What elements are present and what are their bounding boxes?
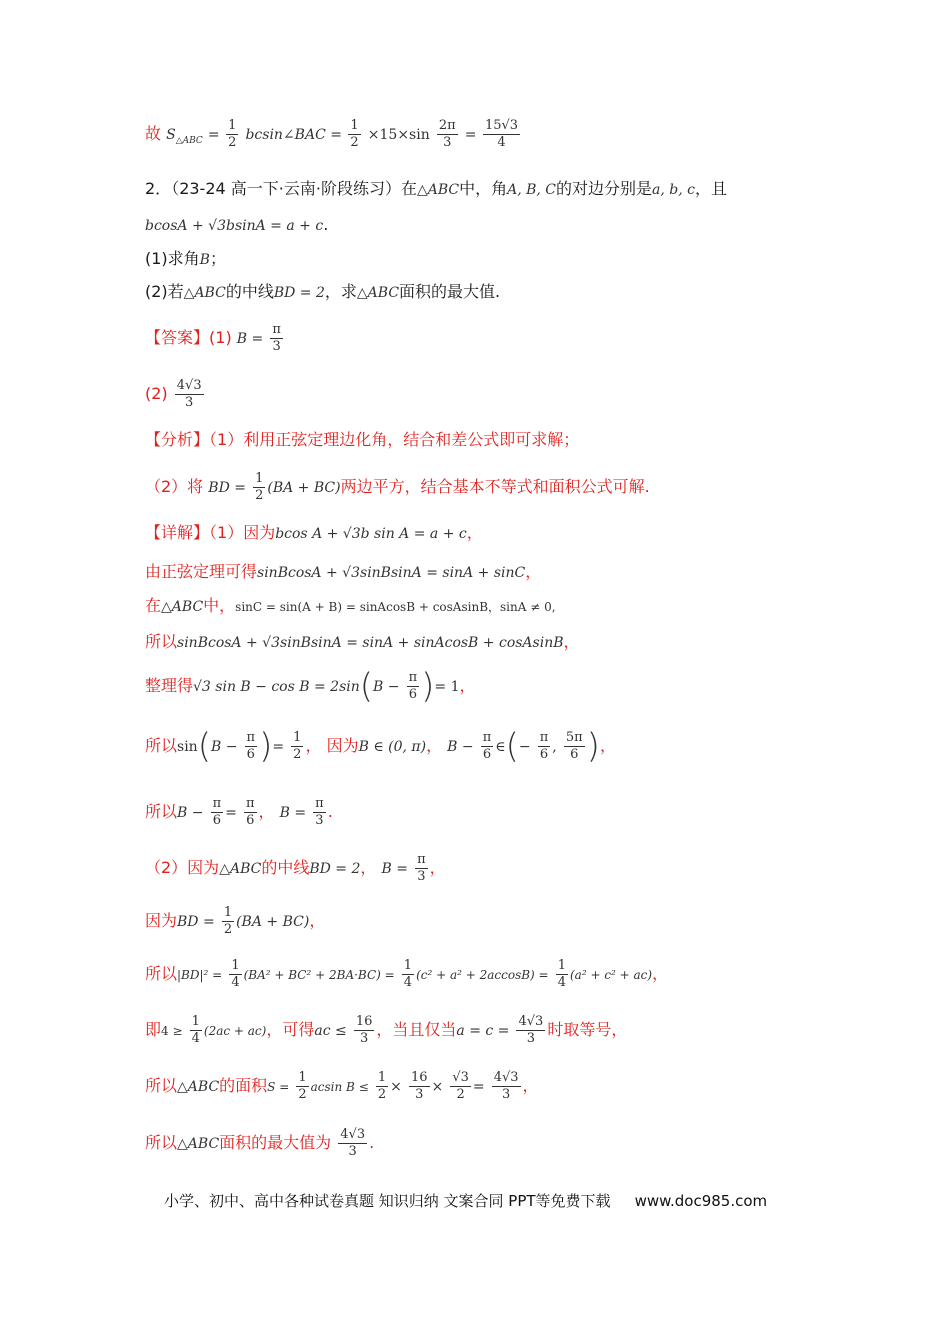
numerator: π — [315, 796, 324, 811]
expression: S = — [267, 1080, 290, 1094]
fraction-pi-6 — [407, 670, 420, 703]
numerator: 5π — [565, 730, 583, 745]
text: 的面积 — [219, 1076, 268, 1095]
var-B: B — [199, 252, 210, 268]
analysis-2 — [145, 471, 650, 504]
fraction-result — [483, 118, 520, 151]
text: 的对边分别是 — [556, 179, 653, 198]
paren: ( — [197, 726, 211, 767]
numerator: π — [539, 730, 549, 745]
text: （1）因为 — [209, 523, 276, 542]
expression: (2ac + ac) — [203, 1024, 267, 1038]
fraction-answer — [175, 378, 204, 411]
denominator: 6 — [246, 747, 255, 762]
question-number: 2． — [145, 179, 172, 198]
expression: sin — [177, 739, 198, 755]
fraction-pi-6 — [211, 796, 224, 829]
numerator: 2π — [438, 118, 456, 133]
question-2-header — [145, 178, 727, 201]
equals: = — [464, 127, 481, 143]
denominator: 3 — [348, 1144, 357, 1159]
text: 因为 — [326, 736, 359, 755]
answer-tag: 【答案】 — [145, 328, 210, 347]
punct: ， — [258, 802, 275, 821]
area-subscript: △ABC — [175, 136, 203, 147]
fraction-5pi-6 — [564, 730, 585, 763]
fraction-half — [291, 730, 303, 763]
fraction-half — [348, 118, 360, 151]
detail-3 — [145, 595, 556, 618]
numerator: 4√3 — [340, 1127, 366, 1142]
therefore-label: 故 — [145, 124, 162, 143]
denominator: 3 — [415, 1087, 424, 1102]
triangle-symbol: △ABC — [356, 285, 400, 301]
analysis-text: （1）利用正弦定理边化角，结合和差公式即可求解； — [209, 430, 580, 449]
numerator: 1 — [403, 958, 413, 973]
text: 中，角 — [459, 179, 508, 198]
numerator: 1 — [293, 730, 302, 745]
punct: ； — [209, 249, 226, 268]
numerator: π — [417, 852, 426, 867]
triangle-symbol: △ABC — [161, 599, 204, 615]
fraction-half — [226, 118, 238, 151]
denominator: 6 — [539, 747, 549, 762]
numerator: 1 — [228, 118, 237, 133]
punct: ， — [426, 736, 443, 755]
paren: ( — [505, 726, 519, 767]
expression: |BD|² = — [177, 968, 223, 982]
text: 所以 — [145, 1133, 178, 1152]
text: 在 — [145, 596, 162, 615]
numerator: π — [212, 796, 222, 811]
equals: = — [225, 805, 237, 821]
punct: ， — [360, 858, 377, 877]
text: 的中线 — [261, 858, 310, 877]
denominator: 2 — [228, 135, 237, 150]
denominator: 3 — [526, 1031, 536, 1046]
paren: ) — [259, 726, 273, 767]
equation: bcos A + √3b sin A = a + c — [275, 526, 467, 542]
denominator: 4 — [191, 1031, 200, 1046]
detail-1 — [145, 522, 483, 545]
expression: B − — [210, 739, 238, 755]
fraction-quarter — [229, 958, 241, 991]
denominator: 2 — [293, 747, 302, 762]
text: 时取等号， — [547, 1020, 628, 1039]
expression: (a² + c² + ac) — [569, 968, 653, 982]
punct: ， — [652, 964, 669, 983]
text: 所以 — [145, 736, 178, 755]
fraction-4root3-3 — [492, 1070, 521, 1103]
detail-10 — [145, 958, 668, 991]
equation: sinBcosA + √3sinBsinA = sinA + sinAcosB + cosAsinB — [177, 635, 564, 651]
expression: B − — [447, 739, 474, 755]
detail-12 — [145, 1070, 539, 1103]
fraction-half — [376, 1070, 388, 1103]
fraction-2pi-3 — [437, 118, 458, 151]
text: 两边平方，结合基本不等式和面积公式可解. — [340, 477, 650, 496]
expression: 4 ≥ — [161, 1024, 183, 1038]
text: ，求 — [324, 282, 357, 301]
denominator: 3 — [417, 869, 426, 884]
denominator: 4 — [497, 135, 506, 150]
denominator: 2 — [223, 922, 233, 937]
fraction-16-3 — [409, 1070, 430, 1103]
numerator: 1 — [231, 958, 240, 973]
denominator: 6 — [246, 813, 255, 828]
expression: (c² + a² + 2accosB) = — [416, 968, 549, 982]
fraction-quarter — [556, 958, 568, 991]
text: 的中线 — [225, 282, 274, 301]
denominator: 2 — [350, 135, 359, 150]
fraction-pi-6 — [245, 730, 258, 763]
punct: . — [323, 215, 329, 234]
question-2-part2 — [145, 281, 500, 304]
expression: BD = — [177, 914, 215, 930]
triangle-symbol: △ABC — [416, 182, 460, 198]
equals: = — [207, 127, 225, 143]
fraction-4root3-3 — [338, 1127, 367, 1160]
fraction-half — [253, 471, 265, 504]
detail-5 — [145, 666, 476, 707]
expression: (BA² + BC² + 2BA·BC) = — [243, 968, 395, 982]
element-of: ∈ — [495, 739, 506, 755]
triangle-symbol: △ABC — [177, 1079, 220, 1095]
denominator: 6 — [212, 813, 221, 828]
minus: − — [518, 739, 531, 755]
paren: ) — [421, 666, 435, 707]
punct: ， — [525, 562, 542, 581]
part-label: (1)求角 — [145, 249, 200, 268]
fraction-half — [296, 1070, 308, 1103]
expression: ac ≤ — [314, 1023, 347, 1039]
numerator: √3 — [452, 1070, 469, 1085]
text: 所以 — [145, 802, 178, 821]
text: （2）将 — [145, 477, 204, 496]
punct: ， — [599, 736, 616, 755]
denominator: 4 — [403, 975, 413, 990]
text: 面积的最大值. — [399, 282, 501, 301]
text: ，可得 — [266, 1020, 315, 1039]
detail-7 — [145, 796, 333, 829]
detail-8 — [145, 852, 446, 885]
fraction-pi-6 — [244, 796, 257, 829]
text: 中， — [203, 596, 236, 615]
denominator: 3 — [359, 1031, 369, 1046]
denominator: 3 — [272, 339, 281, 354]
punct: ， — [563, 632, 580, 651]
footer-text: 小学、初中、高中各种试卷真题 知识归纳 文案合同 PPT等免费下载 — [164, 1192, 611, 1210]
numerator: π — [272, 322, 281, 337]
detail-4 — [145, 631, 580, 654]
numerator: 1 — [223, 905, 233, 920]
numerator: 4√3 — [518, 1014, 544, 1029]
numerator: π — [482, 730, 492, 745]
numerator: 1 — [255, 471, 264, 486]
text: 整理得 — [145, 676, 194, 695]
text: 由正弦定理可得 — [145, 562, 258, 581]
punct: ， — [466, 523, 483, 542]
denominator: 3 — [443, 135, 452, 150]
punct: ， — [429, 858, 446, 877]
fraction-root3-2 — [450, 1070, 471, 1103]
expression: B − — [177, 805, 204, 821]
equation: √3 sin B − cos B = 2sin — [193, 679, 360, 695]
text: 所以 — [145, 1076, 178, 1095]
text: 所以 — [145, 632, 178, 651]
footer-link[interactable]: www.doc985.com — [634, 1192, 768, 1210]
part-label: (2)若 — [145, 282, 184, 301]
answer-2 — [145, 378, 206, 411]
expression: bcsin∠BAC = — [245, 127, 347, 143]
denominator: 3 — [185, 395, 194, 410]
denominator: 6 — [408, 687, 417, 702]
text: 面积的最大值为 — [219, 1133, 332, 1152]
detail-6 — [145, 726, 616, 767]
numerator: 1 — [191, 1014, 200, 1029]
punct: ， — [309, 911, 326, 930]
denominator: 2 — [255, 488, 264, 503]
detail-11 — [145, 1014, 627, 1047]
part-label: (1) — [209, 328, 232, 347]
expression: (BA + BC) — [236, 914, 310, 930]
text: ，当且仅当 — [376, 1020, 457, 1039]
denominator: 3 — [501, 1087, 511, 1102]
fraction-half — [222, 905, 234, 938]
fraction-quarter — [402, 958, 414, 991]
punct: . — [369, 1133, 375, 1152]
fraction-16-3 — [354, 1014, 375, 1047]
text: 所以 — [145, 964, 178, 983]
numerator: 4√3 — [493, 1070, 519, 1085]
paren: ) — [586, 726, 600, 767]
denominator: 2 — [298, 1087, 307, 1102]
equation: sinC = sin(A + B) = sinAcosB + cosAsinB，sinA ≠ 0, — [235, 600, 556, 614]
page-footer — [164, 1190, 767, 1211]
question-2-part1 — [145, 248, 226, 271]
fraction-quarter — [190, 1014, 202, 1047]
denominator: 6 — [482, 747, 492, 762]
denominator: 4 — [231, 975, 240, 990]
numerator: π — [408, 670, 418, 685]
punct: ， — [522, 1076, 539, 1095]
analysis-tag: 【分析】 — [145, 430, 210, 449]
detail-13 — [145, 1127, 374, 1160]
condition-equation: bcosA + √3bsinA = a + c — [145, 218, 324, 234]
text: 因为 — [145, 911, 178, 930]
punct: ， — [459, 676, 476, 695]
expression: = 1 — [434, 679, 460, 695]
text: 即 — [145, 1020, 162, 1039]
fraction-4root3-3 — [516, 1014, 545, 1047]
equals: = — [272, 739, 285, 755]
denominator: 2 — [377, 1087, 387, 1102]
fraction-pi-3 — [415, 852, 428, 885]
denominator: 2 — [456, 1087, 465, 1102]
denominator: 3 — [315, 813, 324, 828]
expression: (BA + BC) — [267, 480, 341, 496]
numerator: 16 — [410, 1070, 428, 1085]
punct: . — [327, 802, 333, 821]
triangle-symbol: △ABC — [177, 1136, 220, 1152]
expression: a = c = — [456, 1023, 510, 1039]
area-formula-line — [145, 118, 522, 152]
domain-expr: B ∈ (0, π) — [358, 739, 427, 755]
expression: B = — [279, 805, 307, 821]
fraction-pi-3 — [270, 322, 283, 355]
angle-vars: A, B, C — [507, 182, 557, 198]
paren: ( — [359, 666, 374, 707]
expression: ×15×sin — [367, 127, 430, 143]
numerator: 16 — [355, 1014, 373, 1029]
numerator: 4√3 — [176, 378, 202, 393]
detail-2 — [145, 561, 541, 584]
median-expr: BD = 2 — [309, 861, 361, 877]
fraction-pi-6 — [538, 730, 551, 763]
numerator: 15√3 — [484, 118, 519, 133]
denominator: 6 — [570, 747, 579, 762]
numerator: 1 — [377, 1070, 387, 1085]
punct: ， — [305, 736, 322, 755]
expression: acsin B ≤ — [310, 1080, 369, 1094]
area-symbol: S — [166, 127, 176, 143]
question-2-condition — [145, 214, 328, 237]
equals: = — [472, 1079, 485, 1095]
numerator: π — [245, 796, 255, 811]
detail-9 — [145, 905, 325, 938]
numerator: 1 — [350, 118, 359, 133]
text: ，且 — [695, 179, 728, 198]
fraction-pi-6 — [481, 730, 494, 763]
median-expr: BD = 2 — [273, 285, 325, 301]
side-vars: a, b, c — [652, 182, 695, 198]
numerator: π — [246, 730, 256, 745]
text: （2）因为 — [145, 858, 220, 877]
times: × — [390, 1079, 402, 1095]
numerator: 1 — [557, 958, 566, 973]
triangle-symbol: △ABC — [183, 285, 226, 301]
times: × — [431, 1079, 444, 1095]
analysis-1 — [145, 429, 579, 451]
fraction-pi-3 — [313, 796, 326, 829]
answer-expr: B = — [236, 331, 264, 347]
numerator: 1 — [298, 1070, 307, 1085]
question-source: （23-24 高一下·云南·阶段练习）在 — [171, 179, 417, 198]
expression: B − — [373, 679, 400, 695]
part-label: (2) — [145, 384, 168, 403]
triangle-symbol: △ABC — [219, 861, 262, 877]
equation: sinBcosA + √3sinBsinA = sinA + sinC — [257, 565, 526, 581]
expression: B = — [381, 861, 408, 877]
denominator: 4 — [557, 975, 566, 990]
answer-1 — [145, 322, 285, 355]
comma: , — [552, 739, 557, 755]
detail-tag: 【详解】 — [145, 523, 210, 542]
expression: BD = — [208, 480, 246, 496]
